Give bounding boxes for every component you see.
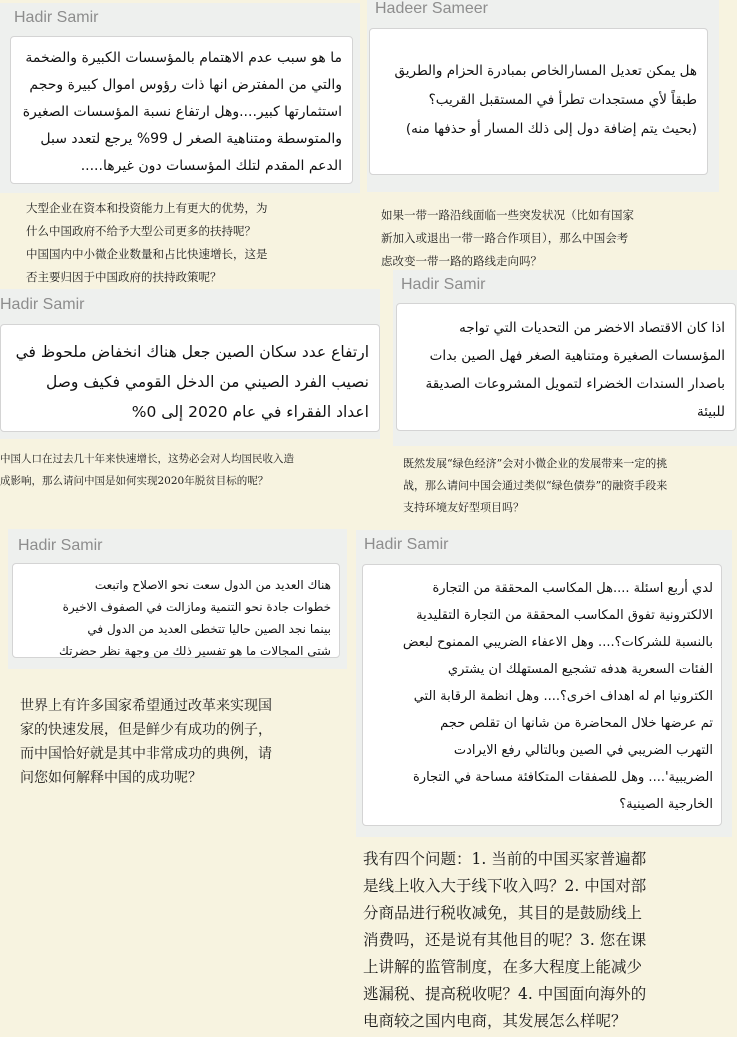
- author-name: Hadir Samir: [14, 9, 99, 26]
- chinese-translation: 既然发展“绿色经济”会对小微企业的发展带来一定的挑 战，那么请问中国会通过类似“绿色债券”的融资手段来 支持环境友好型项目吗？: [403, 457, 668, 514]
- arabic-question: ارتفاع عدد سكان الصين جعل هناك انخفاض ملحوظ في نصيب الفرد الصيني من الدخل القومي فكيف وصل اعداد الفقراء في عام 2020 إلى 0%: [0, 324, 380, 432]
- arabic-question: لدي أربع اسئلة ....هل المكاسب المحققة من التجارة الالكترونية تفوق المكاسب المحققة من التجارة التقليدية بالنسبة للشركات؟.... وهل الاعفاء الضريبي الممنوح لبعض الفئات السعرية هدفه تشجيع المستهلك ان يشتري الكترونيا ام له اهداف اخرى؟.... وهل انظمة الرقابة التي تم عرضها خلال المحاضرة من شانها ان تقلص حجم التهرب الضريبي في الصين وبالتالي رفع الايرادت الضريبية'.... وهل للصفقات المتكافئة مساحة في التجارة الخارجية الصينية؟: [362, 564, 722, 826]
- author-name: Hadeer Sameer: [375, 0, 488, 17]
- chinese-translation: 大型企业在资本和投资能力上有更大的优势，为 什么中国政府不给予大型公司更多的扶持呢？ 中国国内中小微企业数量和占比快速增长，这是 否主要归因于中国政府的扶持政策呢？: [26, 201, 268, 284]
- chinese-translation: 我有四个问题：1. 当前的中国买家普遍都 是线上收入大于线下收入吗？2. 中国对部 分商品进行税收减免，其目的是鼓励线上 消费吗，还是说有其他目的呢？3. 您在课 上讲解的监管制度，在多大程度上能减少 逃漏税、提高税收呢？4. 中国面向海外的 电商较之国内电商，其发展怎么样呢？: [363, 850, 647, 1030]
- chinese-translation: 世界上有许多国家希望通过改革来实现国 家的快速发展，但是鲜少有成功的例子， 而中国恰好就是其中非常成功的典例，请 问您如何解释中国的成功呢？: [20, 698, 272, 786]
- arabic-question: هل يمكن تعديل المسارالخاص بمبادرة الحزام والطريق طبقاً لأي مستجدات تطرأ في المستقبل القريب؟ (بحيث يتم إضافة دول إلى ذلك المسار أو حذفها منه): [369, 28, 708, 175]
- author-name: Hadir Samir: [401, 276, 486, 293]
- author-name: Hadir Samir: [364, 536, 449, 553]
- chinese-translation: 中国人口在过去几十年来快速增长，这势必会对人均国民收入造 成影响，那么请问中国是如何实现2020年脱贫目标的呢？: [0, 453, 294, 487]
- chinese-translation: 如果一带一路沿线面临一些突发状况（比如有国家 新加入或退出一带一路合作项目），那么中国会考 虑改变一带一路的路线走向吗？: [381, 208, 634, 268]
- arabic-question: ما هو سبب عدم الاهتمام بالمؤسسات الكبيرة والضخمة والتي من المفترض انها ذات رؤوس اموال كبيرة وحجم استثمارتها كبير....وهل ارتفاع نسبة المؤسسات الصغيرة والمتوسطة ومتناهية الصغر ل 99% يرجع لتعدد سبل الدعم المقدم لتلك المؤسسات دون غيرها.....: [10, 36, 353, 184]
- arabic-question: اذا كان الاقتصاد الاخضر من التحديات التي تواجه المؤسسات الصغيرة ومتناهية الصغر فهل الصين بدات باصدار السندات الخضراء لتمويل المشروعات الصديقة للبيئة: [396, 303, 736, 431]
- author-name: Hadir Samir: [0, 296, 85, 313]
- author-name: Hadir Samir: [18, 537, 103, 554]
- arabic-question: هناك العديد من الدول سعت نحو الاصلاح واتبعت خطوات جادة نحو التنمية ومازالت في الصفوف الاخيرة بينما نجد الصين حاليا تتخطى العديد من الدول في شتى المجالات ما هو تفسير ذلك من وجهة نظر حضرتك: [12, 563, 340, 658]
